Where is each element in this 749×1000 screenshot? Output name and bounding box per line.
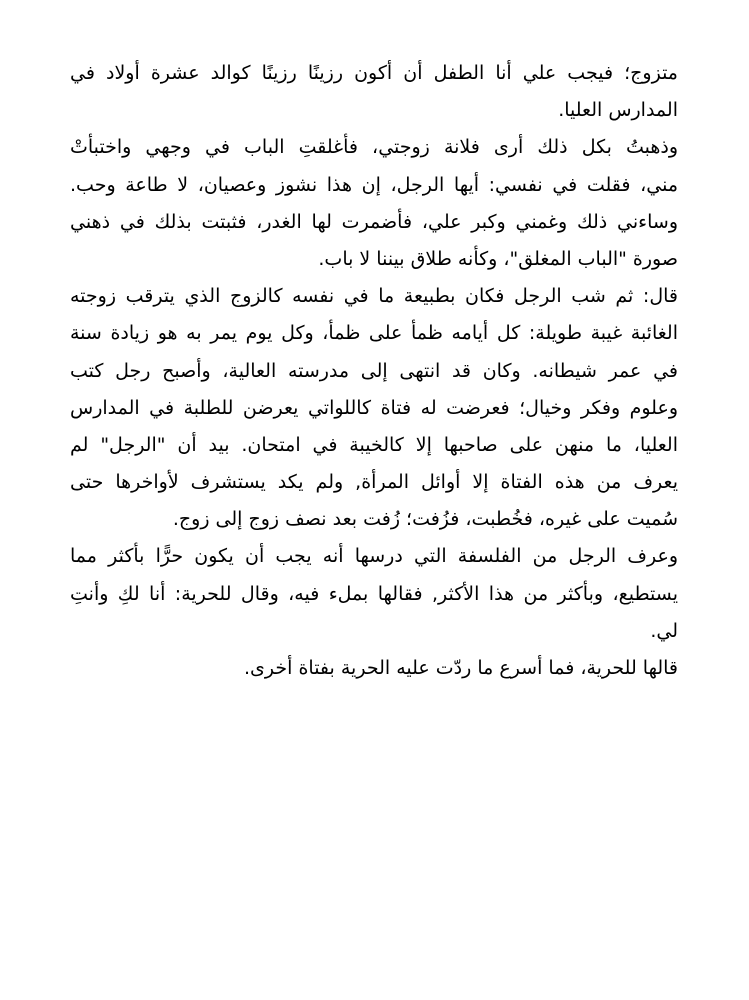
text-line: مني، فقلت في نفسي: أيها الرجل، إن هذا نشوز وعصيان، لا طاعة وحب. bbox=[70, 173, 678, 196]
text-line: يعرف من هذه الفتاة إلا أوائل المرأة, ولم يكد يستشرف لأواخرها حتى bbox=[70, 471, 678, 494]
text-line: وعرف الرجل من الفلسفة التي درسها أنه يجب أن يكون حرًّا بأكثر مما bbox=[70, 545, 678, 568]
text-line: في عمر شيطانه. وكان قد انتهى إلى مدرسته العالية، وأصبح رجل كتب bbox=[70, 359, 678, 382]
text-line: سُميت على غيره، فخُطبت، فزُفت؛ زُفت بعد نصف زوج إلى زوج. bbox=[172, 508, 678, 531]
text-line: صورة "الباب المغلق"، وكأنه طلاق بيننا لا باب. bbox=[318, 247, 678, 270]
text-line: قالها للحرية، فما أسرع ما ردّت عليه الحرية بفتاة أخرى. bbox=[244, 657, 678, 679]
text-line: وعلوم وفكر وخيال؛ فعرضت له فتاة كاللواتي يعرضن للطلبة في المدارس bbox=[70, 396, 678, 419]
text-line: قال: ثم شب الرجل فكان بطبيعة ما في نفسه كالزوج الذي يترقب زوجته bbox=[70, 285, 678, 308]
text-line: الغائبة غيبة طويلة: كل أيامه ظمأ على ظمأ، وكل يوم يمر به هو زيادة سنة bbox=[70, 322, 678, 345]
text-line: يستطيع، وبأكثر من هذا الأكثر, فقالها بملء فيه، وقال للحرية: أنا لكِ وأنتِ bbox=[70, 582, 678, 605]
text-line: متزوج؛ فيجب علي أنا الطفل أن أكون رزينًا رزينًا كوالد عشرة أولاد في bbox=[70, 62, 678, 84]
text-line: وذهبتُ بكل ذلك أرى فلانة زوجتي، فأغلقتِ الباب في وجهي واختبأتْ bbox=[70, 136, 678, 159]
text-line: المدارس العليا. bbox=[558, 99, 678, 122]
document-body bbox=[70, 55, 678, 687]
text-line: وساءني ذلك وغمني وكبر علي، فأضمرت لها الغدر، فثبتت بذلك في ذهني bbox=[70, 210, 678, 233]
text-line: العليا، ما منهن على صاحبها إلا كالخيبة في امتحان. بيد أن "الرجل" لم bbox=[70, 433, 678, 456]
text-line: لي. bbox=[650, 619, 678, 642]
